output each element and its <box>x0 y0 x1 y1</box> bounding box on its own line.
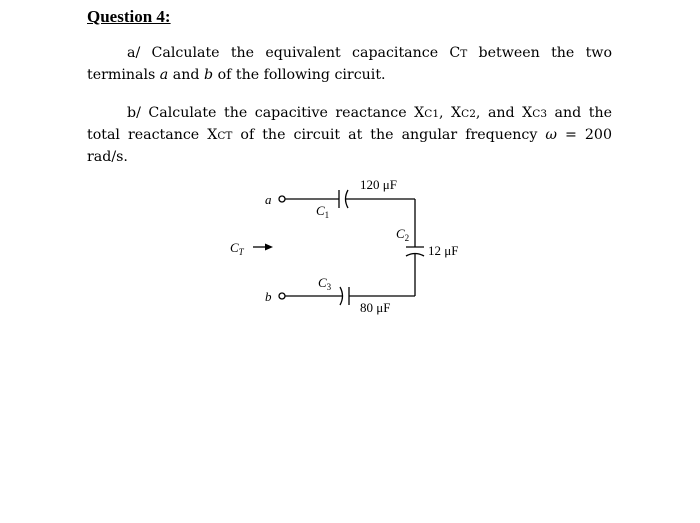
terminal-b-label: b <box>265 289 272 304</box>
c3-value: 80 μF <box>360 300 391 315</box>
ct-label: $C_T$ <box>230 240 244 257</box>
c1-value: 120 μF <box>360 177 397 192</box>
c2-value: 12 μF <box>428 243 459 258</box>
c1-label: $C_1$ <box>316 203 330 220</box>
part-b-paragraph: b/ Calculate the capacitive reactance XC1, XC2, and XC3 and the total reactance XCT of the circuit at the angular frequency ω = 200 rad/s. <box>87 105 613 165</box>
question-heading: Question 4: <box>87 7 171 26</box>
ct-arrow-head <box>265 244 273 251</box>
c3-label: $C_3$ <box>318 275 332 292</box>
part-a-paragraph: a/ Calculate the equivalent capacitance CT between the two terminals a and b of the following circuit. <box>87 45 612 83</box>
terminal-b-node <box>279 293 285 299</box>
terminal-a-label: a <box>265 192 272 207</box>
terminal-a-node <box>279 196 285 202</box>
c2-label: $C_2$ <box>396 226 410 243</box>
